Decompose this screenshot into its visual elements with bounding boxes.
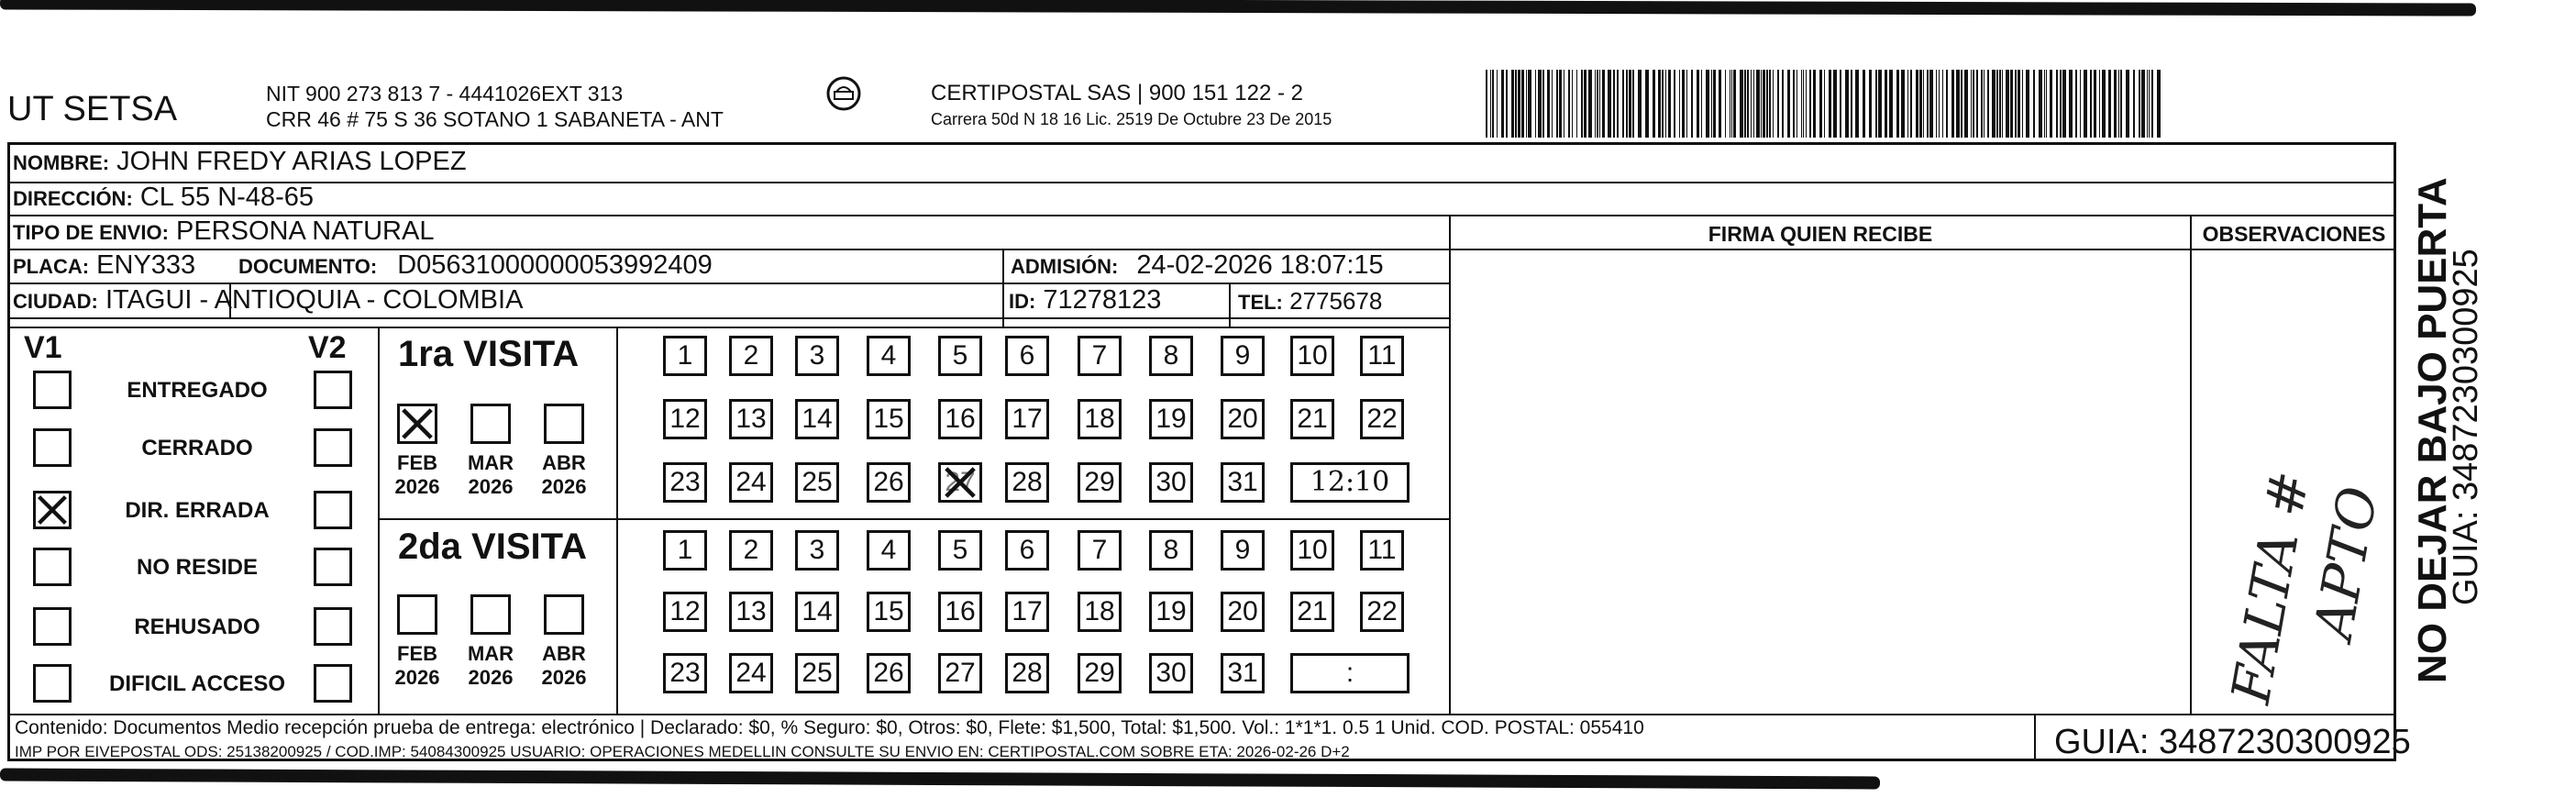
v1-checkbox[interactable] bbox=[33, 664, 72, 703]
tel-label: TEL: bbox=[1238, 291, 1283, 314]
day-box[interactable]: 14 bbox=[795, 399, 839, 439]
ciudad-field bbox=[13, 285, 523, 316]
col-divider bbox=[2190, 215, 2192, 715]
status-label: REHUSADO bbox=[134, 615, 260, 639]
side-guia-number: GUIA: 3487230300925 bbox=[2447, 249, 2485, 605]
status-label: CERRADO bbox=[141, 436, 253, 460]
day-box[interactable]: 25 bbox=[795, 462, 839, 503]
v2-checkbox[interactable] bbox=[314, 428, 352, 467]
admision-field bbox=[1011, 250, 1384, 281]
day-box[interactable]: 9 bbox=[1221, 336, 1265, 376]
admision-label: ADMISIÓN: bbox=[1011, 255, 1119, 278]
day-box[interactable]: 2 bbox=[729, 336, 773, 376]
day-box[interactable]: 10 bbox=[1290, 336, 1334, 376]
company-nit bbox=[266, 81, 724, 132]
status-label: DIR. ERRADA bbox=[125, 498, 270, 523]
day-box[interactable]: 29 bbox=[1078, 462, 1122, 503]
month-label: FEB 2026 bbox=[394, 642, 440, 689]
tipo-field bbox=[13, 216, 434, 247]
id-field bbox=[1009, 285, 1161, 316]
v2-header: V2 bbox=[308, 330, 347, 365]
v1-checkbox[interactable] bbox=[33, 548, 72, 586]
row-divider bbox=[7, 182, 2396, 183]
certipostal-logo bbox=[807, 73, 880, 138]
day-box[interactable]: 6 bbox=[1005, 530, 1049, 571]
row-divider bbox=[7, 283, 1450, 284]
day-box[interactable]: 12 bbox=[663, 399, 707, 439]
guia-number: GUIA: 3487230300925 bbox=[2054, 723, 2411, 761]
placa-field bbox=[13, 250, 195, 281]
row-divider bbox=[7, 327, 1450, 328]
month-checkbox-abr[interactable] bbox=[544, 594, 584, 635]
nombre-label: NOMBRE: bbox=[13, 151, 110, 174]
time-box[interactable]: : bbox=[1290, 653, 1410, 693]
day-box[interactable]: 26 bbox=[867, 462, 911, 503]
firma-header: FIRMA QUIEN RECIBE bbox=[1708, 222, 1933, 246]
tel-field bbox=[1238, 287, 1382, 316]
day-box[interactable]: 20 bbox=[1221, 592, 1265, 632]
placa-label: PLACA: bbox=[13, 255, 90, 278]
day-box[interactable]: 27 bbox=[938, 462, 982, 503]
documento-value: D05631000000053992409 bbox=[397, 250, 713, 280]
barcode bbox=[1486, 70, 2164, 138]
day-box[interactable]: 17 bbox=[1005, 592, 1049, 632]
status-label: ENTREGADO bbox=[127, 378, 268, 403]
day-box[interactable]: 6 bbox=[1005, 336, 1049, 376]
admision-value: 24-02-2026 18:07:15 bbox=[1136, 250, 1384, 280]
row-divider bbox=[378, 518, 1450, 520]
col-divider bbox=[378, 327, 380, 714]
tipo-value: PERSONA NATURAL bbox=[175, 216, 435, 246]
day-box[interactable]: 5 bbox=[938, 530, 982, 571]
day-box[interactable]: 8 bbox=[1149, 530, 1193, 571]
direccion-field bbox=[13, 183, 314, 213]
day-box[interactable]: 8 bbox=[1149, 336, 1193, 376]
month-checkbox-mar[interactable] bbox=[470, 594, 511, 635]
day-box[interactable]: 13 bbox=[729, 399, 773, 439]
id-label: ID: bbox=[1009, 290, 1036, 313]
row-divider bbox=[7, 317, 1450, 319]
ciudad-value: ITAGUI - ANTIOQUIA - COLOMBIA bbox=[105, 285, 524, 315]
v1-checkbox[interactable] bbox=[33, 491, 72, 529]
day-box[interactable]: 4 bbox=[867, 530, 911, 571]
day-box[interactable]: 31 bbox=[1221, 462, 1265, 503]
day-box[interactable]: 1 bbox=[663, 530, 707, 571]
day-box[interactable]: 19 bbox=[1149, 592, 1193, 632]
tipo-label: TIPO DE ENVIO: bbox=[13, 221, 169, 244]
id-value: 71278123 bbox=[1043, 285, 1162, 315]
v2-checkbox[interactable] bbox=[314, 607, 352, 646]
day-box[interactable]: 24 bbox=[729, 653, 773, 693]
handwritten-note-falta: FALTA # bbox=[2219, 466, 2322, 708]
month-label: MAR 2026 bbox=[467, 451, 514, 498]
day-box[interactable]: 4 bbox=[867, 336, 911, 376]
time-box[interactable]: 12:10 bbox=[1290, 462, 1410, 503]
col-divider bbox=[1449, 215, 1451, 715]
day-box[interactable]: 22 bbox=[1360, 592, 1404, 632]
day-box[interactable]: 11 bbox=[1360, 530, 1404, 571]
documento-field bbox=[238, 250, 713, 281]
tel-value: 2775678 bbox=[1289, 287, 1383, 315]
certi-address: Carrera 50d N 18 16 Lic. 2519 De Octubre 23 De 2015 bbox=[931, 110, 1332, 128]
v2-checkbox[interactable] bbox=[314, 491, 352, 529]
day-box[interactable]: 19 bbox=[1149, 399, 1193, 439]
day-box[interactable]: 12 bbox=[663, 592, 707, 632]
month-checkbox-feb[interactable] bbox=[397, 404, 437, 444]
day-box[interactable]: 22 bbox=[1360, 399, 1404, 439]
month-label: MAR 2026 bbox=[467, 642, 514, 689]
month-label: FEB 2026 bbox=[394, 451, 440, 498]
col-divider bbox=[2034, 714, 2036, 761]
direccion-label: DIRECCIÓN: bbox=[13, 187, 133, 210]
v1-checkbox[interactable] bbox=[33, 371, 72, 409]
certi-nit: CERTIPOSTAL SAS | 900 151 122 - 2 bbox=[931, 81, 1303, 105]
day-box[interactable]: 26 bbox=[867, 653, 911, 693]
day-box[interactable]: 25 bbox=[795, 653, 839, 693]
day-box[interactable]: 30 bbox=[1149, 653, 1193, 693]
day-box[interactable]: 29 bbox=[1078, 653, 1122, 693]
day-box[interactable]: 17 bbox=[1005, 399, 1049, 439]
day-box[interactable]: 16 bbox=[938, 399, 982, 439]
nit-line: NIT 900 273 813 7 - 4441026EXT 313 bbox=[266, 82, 624, 105]
day-box[interactable]: 7 bbox=[1078, 336, 1122, 376]
month-checkbox-abr[interactable] bbox=[544, 404, 584, 444]
observaciones-header: OBSERVACIONES bbox=[2202, 222, 2386, 246]
day-box[interactable]: 16 bbox=[938, 592, 982, 632]
day-box[interactable]: 21 bbox=[1290, 592, 1334, 632]
documento-label: DOCUMENTO: bbox=[238, 255, 378, 278]
day-box[interactable]: 28 bbox=[1005, 653, 1049, 693]
ciudad-label: CIUDAD: bbox=[13, 290, 98, 313]
placa-value: ENY333 bbox=[96, 250, 196, 280]
v2-checkbox[interactable] bbox=[314, 371, 352, 409]
v2-checkbox[interactable] bbox=[314, 548, 352, 586]
day-box[interactable]: 3 bbox=[795, 336, 839, 376]
v1-checkbox[interactable] bbox=[33, 428, 72, 467]
first-visit-title: 1ra VISITA bbox=[398, 334, 580, 374]
nombre-value: JOHN FREDY ARIAS LOPEZ bbox=[116, 147, 467, 176]
nombre-field bbox=[13, 147, 467, 177]
logo-icon bbox=[807, 73, 880, 119]
handwritten-note-apto: APTO bbox=[2302, 482, 2390, 644]
month-label: ABR 2026 bbox=[541, 451, 587, 498]
status-label: NO RESIDE bbox=[136, 555, 259, 580]
print-info: IMP POR EIVEPOSTAL ODS: 25138200925 / COD.IMP: 54084300925 USUARIO: OPERACIONES MEDELLIN CONSULTE SU ENVIO EN: CERTIPOSTAL.COM SOBRE ETA: 2026-02-26 D+2 bbox=[15, 743, 1350, 760]
v1-checkbox[interactable] bbox=[33, 607, 72, 646]
direccion-value: CL 55 N-48-65 bbox=[139, 183, 314, 212]
day-box[interactable]: 31 bbox=[1221, 653, 1265, 693]
day-box[interactable]: 5 bbox=[938, 336, 982, 376]
month-checkbox-mar[interactable] bbox=[470, 404, 511, 444]
day-box[interactable]: 11 bbox=[1360, 336, 1404, 376]
day-box[interactable]: 9 bbox=[1221, 530, 1265, 571]
day-box[interactable]: 23 bbox=[663, 653, 707, 693]
scan-smear-bottom bbox=[0, 769, 1880, 790]
day-box[interactable]: 2 bbox=[729, 530, 773, 571]
day-box[interactable]: 15 bbox=[867, 399, 911, 439]
day-box[interactable]: 28 bbox=[1005, 462, 1049, 503]
day-box[interactable]: 1 bbox=[663, 336, 707, 376]
certipostal-info bbox=[931, 81, 1332, 132]
col-divider bbox=[616, 327, 618, 714]
company-name: UT SETSA bbox=[7, 90, 178, 128]
v1-header: V1 bbox=[24, 330, 62, 365]
day-box[interactable]: 27 bbox=[938, 653, 982, 693]
day-box[interactable]: 24 bbox=[729, 462, 773, 503]
second-visit-title: 2da VISITA bbox=[398, 526, 587, 567]
footer-divider bbox=[7, 714, 2396, 715]
v2-checkbox[interactable] bbox=[314, 664, 352, 703]
day-box[interactable]: 30 bbox=[1149, 462, 1193, 503]
col-divider bbox=[1002, 249, 1004, 327]
day-box[interactable]: 14 bbox=[795, 592, 839, 632]
day-box[interactable]: 7 bbox=[1078, 530, 1122, 571]
day-box[interactable]: 13 bbox=[729, 592, 773, 632]
day-box[interactable]: 23 bbox=[663, 462, 707, 503]
day-box[interactable]: 15 bbox=[867, 592, 911, 632]
status-label: DIFICIL ACCESO bbox=[108, 671, 285, 696]
content-summary: Contenido: Documentos Medio recepción prueba de entrega: electrónico | Declarado: $0, % Seguro: $0, Otros: $0, Flete: $1,500, Total: $1,500. Vol.: 1*1*1. 0.5 1 Unid. COD. POSTAL: 055410 bbox=[15, 717, 1644, 738]
day-box[interactable]: 3 bbox=[795, 530, 839, 571]
month-checkbox-feb[interactable] bbox=[397, 594, 437, 635]
day-box[interactable]: 20 bbox=[1221, 399, 1265, 439]
address-line: CRR 46 # 75 S 36 SOTANO 1 SABANETA - ANT bbox=[266, 107, 724, 131]
day-box[interactable]: 10 bbox=[1290, 530, 1334, 571]
scan-smear-top bbox=[0, 0, 2476, 17]
no-dejar-bajo-puerta: NO DEJAR BAJO PUERTA bbox=[2410, 177, 2455, 683]
day-box[interactable]: 21 bbox=[1290, 399, 1334, 439]
day-box[interactable]: 18 bbox=[1078, 592, 1122, 632]
col-divider bbox=[1229, 283, 1231, 327]
day-box[interactable]: 18 bbox=[1078, 399, 1122, 439]
month-label: ABR 2026 bbox=[541, 642, 587, 689]
